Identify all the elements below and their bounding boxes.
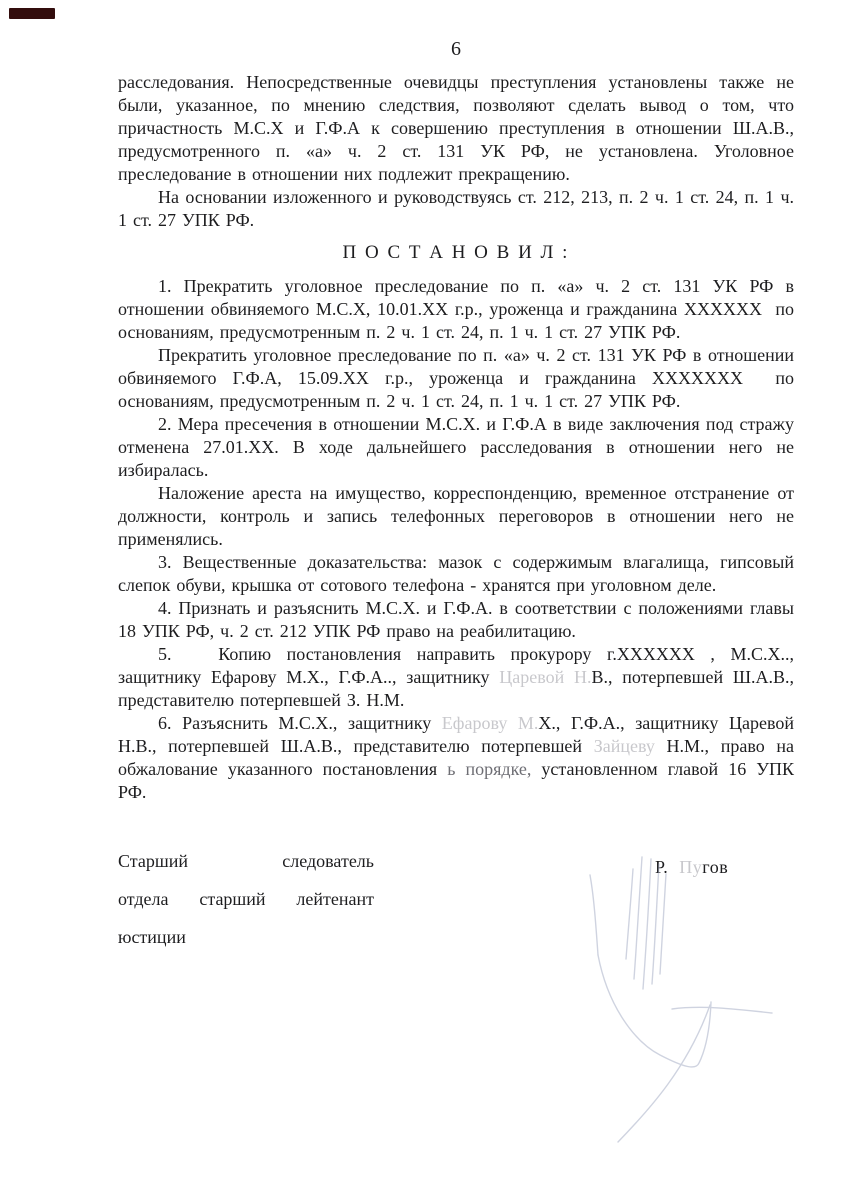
item-5-text: 5. Копию постановления направить прокурору г.ХХХХХХ , М.С.Х.., защитнику Ефарову М.Х., Г.Ф.А.., защитнику [118, 644, 794, 687]
item-6-text-3: Н.М., право на обжалование указанного постановления [118, 736, 795, 779]
signer-name-faded: Пу [679, 857, 703, 877]
resolution-heading: П О С Т А Н О В И Л : [342, 242, 570, 263]
item-1: 1. Прекратить уголовное преследование по п. «а» ч. 2 ст. 131 УК РФ в отношении обвиняемого М.С.Х, 10.01.ХХ г.р., уроженца и гражданина ХХХХХХ по основаниям, предусмотренным п. 2 ч. 1 ст. 24, п. 1 ч. 1 ст. 27 УПК РФ. [118, 276, 794, 342]
signer-name [655, 857, 728, 878]
item-6-faded-name-1: Ефарову М. [441, 713, 539, 733]
paragraph-continuation: расследования. Непосредственные очевидцы преступления установлены также не были, указанное, по мнению следствия, позволяют сделать вывод о том, что причастность М.С.Х и Г.Ф.А к совершению преступления в отношении Ш.А.В., предусмотренного п. «а» ч. 2 ст. 131 УК РФ, не установлена. Уголовное преследование в отношении них подлежит прекращению. [118, 72, 794, 184]
item-6-text: 6. Разъяснить М.С.Х., защитнику [158, 713, 442, 733]
signer-name-end: гов [702, 857, 729, 877]
signer-name-initial: Р. [655, 857, 669, 877]
handwritten-signature-icon [560, 837, 848, 1147]
item-6-dim-text: ь порядке, [447, 759, 532, 779]
signer-title-line-3: юстиции [118, 927, 186, 947]
paragraph-legal-basis: На основании изложенного и руководствуясь ст. 212, 213, п. 2 ч. 1 ст. 24, п. 1 ч. 1 ст. 27 УПК РФ. [118, 187, 794, 230]
item-5 [118, 643, 794, 712]
signature-block [118, 842, 794, 1142]
item-4: 4. Признать и разъяснить М.С.Х. и Г.Ф.А. в соответствии с положениями главы 18 УПК РФ, ч. 2 ст. 212 УПК РФ право на реабилитацию. [118, 598, 794, 641]
paragraph-arrest-measures: Наложение ареста на имущество, корреспонденцию, временное отстранение от должности, контроль и запись телефонных переговоров в отношении него не применялись. [118, 483, 794, 549]
item-6 [118, 712, 794, 804]
item-5-text-end: В., потерпевшей Ш.А.В., представителю потерпевшей З. Н.М. [118, 667, 794, 710]
scan-artifact-bar [9, 8, 55, 19]
item-1b: Прекратить уголовное преследование по п. «а» ч. 2 ст. 131 УК РФ в отношении обвиняемого Г.Ф.А, 15.09.ХХ г.р., уроженца и гражданина ХХХХХХХ по основаниям, предусмотренным п. 2 ч. 1 ст. 24, п. 1 ч. 1 ст. 27 УПК РФ. [118, 345, 794, 411]
page-number: 6 [451, 38, 461, 60]
signer-title-line-1: Старший следователь [118, 851, 374, 871]
item-3: 3. Вещественные доказательства: мазок с содержимым влагалища, гипсовый слепок обуви, крышка от сотового телефона - хранятся при уголовном деле. [118, 552, 794, 595]
item-5-faded-name: Царевой Н. [499, 667, 592, 687]
item-6-faded-name-2: Зайцеву [593, 736, 655, 756]
signer-title-line-2: отдела старший лейтенант [118, 889, 374, 909]
item-2: 2. Мера пресечения в отношении М.С.Х. и Г.Ф.А в виде заключения под стражу отменена 27.01.ХХ. В ходе дальнейшего расследования в отношении него не избиралась. [118, 414, 794, 480]
document-content [118, 38, 794, 1142]
item-6-text-2: Х., Г.Ф.А., защитнику Царевой Н.В., потерпевшей Ш.А.В., представителю потерпевшей [118, 713, 794, 756]
item-6-text-4: установленном главой 16 УПК РФ. [118, 759, 794, 802]
